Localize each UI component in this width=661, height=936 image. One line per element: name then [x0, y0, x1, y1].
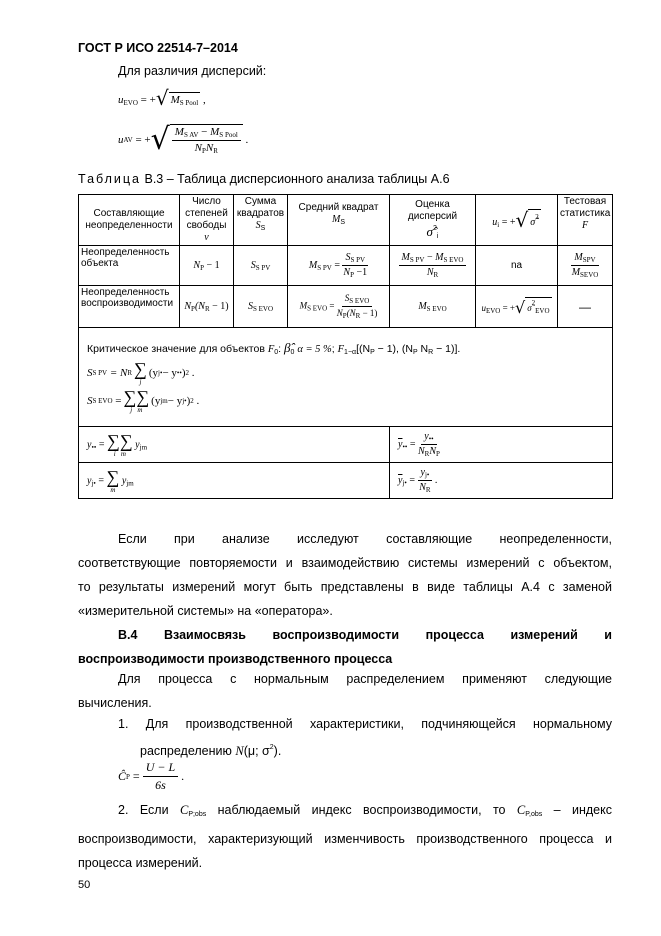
row2-f: — [558, 286, 613, 328]
row1-variance: $\frac{M_{S PV} - M_{S EVO}}{N_R}$ [390, 246, 476, 286]
critical-value-text: Критическое значение для объектов $F_0$: $\betâ_0$ α = 5 %; $F_{1-\alpha}[(N_P - 1)$, ($N_P$ $N_R - 1$)]. [87, 340, 461, 356]
def-y-total-mean: $\overline{y}_{••}$ = $\frac{y_{••}}{N_RN_P}$ [390, 427, 613, 463]
table-row-critical [79, 328, 613, 427]
row1-ms: $M_{S PV}$ = $\frac{S_{S PV}}{N_P -1}$ [288, 246, 390, 286]
table-caption: Таблица B.3 – Таблица дисперсионного анализа таблицы A.6 [78, 172, 450, 186]
def-y-total-sum: $y_{••}$ = ∑∑ i m $y_{jm}$ [79, 427, 390, 463]
header-variance-estimate: Оценка дисперсий σ̂$^2_i$ [390, 195, 476, 246]
row1-ss: $S_{S PV}$ [234, 246, 288, 286]
header-test-stat: Тестовая статистика F [558, 195, 613, 246]
equation-u-evo: $u_{EVO}$ = +√ $M_{S Pool}$ , [118, 86, 206, 110]
page-number: 50 [78, 879, 91, 891]
equation-cp: Ĉ P = $\frac{U - L}{6s}$ . [118, 760, 185, 792]
row2-u: $u_{EVO}$ = +√ σ̂$^2_{EVO}$ [476, 286, 558, 328]
item-2: 2. Если $C_{P;obs}$ наблюдаемый индекс воспроизводимости, то $C_{P,obs}$ – индекс воспроизводимости, характеризующий изменчивость производственного процесса и процесса измерений. [78, 803, 612, 870]
header-component: Составляющие неопределенности [79, 195, 180, 246]
critical-value-cell [79, 328, 613, 427]
row2-ms: $M_{S EVO}$ = $\frac{S_{S EVO}}{N_P(N_R - 1)}$ [288, 286, 390, 328]
formula-ss-pv: S S PV = N R ∑ j (y j• − y •• ) 2 . [87, 359, 195, 386]
paragraph-1: Если при анализе исследуют составляющие неопределенности, соответствующие повторяемости и взаимодействию системы измерений с объектом, то результаты измерений могут быть представлены в виде таблицы А.4 с заменой «измерительной системы» на «оператора». [78, 532, 612, 618]
table-row-object [79, 246, 613, 286]
intro-text: Для различия дисперсий: [118, 64, 267, 78]
equation-u-av: u AV = + √ $\frac{M_{S AV} - M_{S Pool}}{N_PN_R}$ . [118, 122, 249, 157]
def-y-j-mean: $\overline{y}_{j•}$ = $\frac{y_{j•}}{N_R}$ . [390, 463, 613, 499]
section-heading: B.4 Взаимосвязь воспроизводимости процесса измерений и воспроизводимости производственного процесса [78, 628, 612, 666]
header-sum-squares: Сумма квадратов $S_S$ [234, 195, 288, 246]
anova-table [78, 194, 613, 499]
table-header-row [79, 195, 613, 246]
item-1: 1. Для производственной характеристики, подчиняющейся нормальному распределению N(μ; $\sigma^2$). [118, 717, 612, 758]
table-row-reproducibility [79, 286, 613, 328]
table-row-defs-1 [79, 427, 613, 463]
document-id: ГОСТ Р ИСО 22514-7–2014 [78, 41, 238, 55]
row2-label: Неопределенность воспроизводимости [79, 286, 180, 328]
header-dof: Число степеней свободы ν [180, 195, 234, 246]
row1-u: na [476, 246, 558, 286]
table-row-defs-2 [79, 463, 613, 499]
row2-ss: $S_{S EVO}$ [234, 286, 288, 328]
header-mean-square: Средний квадрат $M_S$ [288, 195, 390, 246]
header-u: $u_i$ = +√ σ̂$^2$ [476, 195, 558, 246]
row2-dof: $N_P(N_R - 1)$ [180, 286, 234, 328]
row1-label: Неопределенность объекта [79, 246, 180, 286]
row1-f: $\frac{M_{SPV}}{M_{SEVO}}$ [558, 246, 613, 286]
def-y-j-sum: $y_{j•}$ = ∑ m $y_{jm}$ [79, 463, 390, 499]
formula-ss-evo: S S EVO = ∑∑ j m (y jm − y j• ) 2 . [87, 387, 200, 414]
row2-variance: $M_{S EVO}$ [390, 286, 476, 328]
paragraph-2: Для процесса с нормальным распределением применяют следующие вычисления. [78, 672, 612, 710]
row1-dof: $N_P - 1$ [180, 246, 234, 286]
